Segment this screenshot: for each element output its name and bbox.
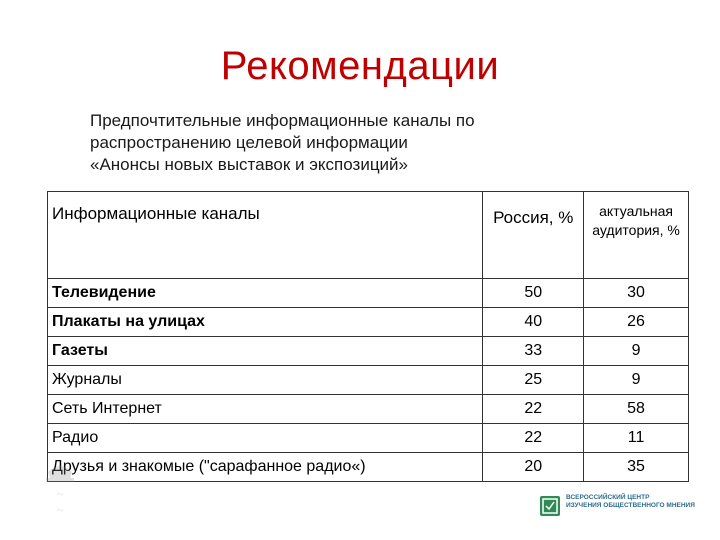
row-russia: 20	[483, 453, 584, 482]
table-row	[48, 337, 689, 366]
table-row	[48, 366, 689, 395]
row-audience: 30	[584, 279, 689, 308]
row-audience: 58	[584, 395, 689, 424]
row-audience: 11	[584, 424, 689, 453]
row-audience: 35	[584, 453, 689, 482]
table-header-row	[48, 192, 689, 279]
svg-text:~: ~	[56, 487, 64, 501]
header-channel: Информационные каналы	[48, 192, 483, 279]
row-channel: Газеты	[48, 337, 483, 366]
row-audience: 9	[584, 337, 689, 366]
svg-text:~: ~	[56, 503, 64, 517]
row-channel: Друзья и знакомые ("сарафанное радио«)	[48, 453, 483, 482]
table-row	[48, 308, 689, 337]
vciom-mark-icon	[540, 496, 560, 516]
row-channel: Журналы	[48, 366, 483, 395]
table-body	[48, 279, 689, 482]
vciom-line-1: ВСЕРОССИЙСКИЙ ЦЕНТР	[566, 494, 650, 501]
table-row	[48, 453, 689, 482]
table-row	[48, 279, 689, 308]
channels-table	[47, 191, 689, 482]
subtitle-line-1: Предпочтительные информационные каналы по	[90, 111, 475, 130]
vciom-org-name	[566, 494, 695, 510]
table-row	[48, 424, 689, 453]
row-audience: 26	[584, 308, 689, 337]
row-channel: Телевидение	[48, 279, 483, 308]
row-russia: 22	[483, 424, 584, 453]
header-russia: Россия, %	[483, 192, 584, 279]
row-audience: 9	[584, 366, 689, 395]
header-audience: актуальная аудитория, %	[584, 192, 689, 279]
row-russia: 40	[483, 308, 584, 337]
slide-title: Рекомендации	[220, 44, 500, 88]
row-channel: Плакаты на улицах	[48, 308, 483, 337]
row-channel: Радио	[48, 424, 483, 453]
row-russia: 33	[483, 337, 584, 366]
vciom-line-2: ИЗУЧЕНИЯ ОБЩЕСТВЕННОГО МНЕНИЯ	[566, 502, 695, 509]
museum-logo-icon	[30, 458, 90, 528]
subtitle-line-3: «Анонсы новых выставок и экспозиций»	[90, 155, 409, 174]
subtitle-line-2: распространению целевой информации	[90, 133, 408, 152]
row-russia: 50	[483, 279, 584, 308]
vciom-logo	[540, 494, 710, 520]
table-row	[48, 395, 689, 424]
row-russia: 22	[483, 395, 584, 424]
slide-subtitle	[90, 110, 610, 176]
row-russia: 25	[483, 366, 584, 395]
row-channel: Сеть Интернет	[48, 395, 483, 424]
